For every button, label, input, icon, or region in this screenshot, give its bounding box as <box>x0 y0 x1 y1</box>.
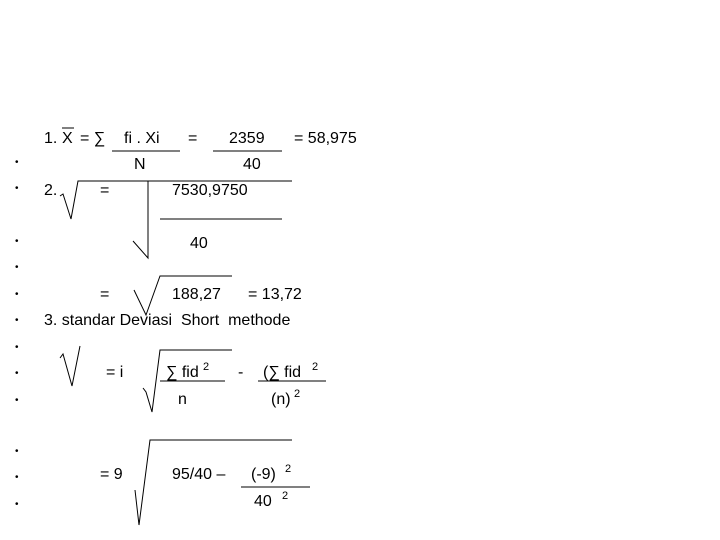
bullet: • <box>15 395 19 406</box>
bullet: • <box>15 342 19 353</box>
exponent: 2 <box>285 463 292 475</box>
fraction-95-40: 95/40 – <box>172 466 226 483</box>
numerator-2359: 2359 <box>229 130 265 147</box>
numerator-fi-xi: fi . Xi <box>124 130 160 147</box>
denominator-n-squared: (n) <box>271 391 291 408</box>
exponent: 2 <box>282 490 289 502</box>
bullet: • <box>15 499 19 510</box>
bullet: • <box>15 262 19 273</box>
mean-result: = 58,975 <box>294 130 357 147</box>
radicand-numerator: 7530,9750 <box>172 182 248 199</box>
section-heading: 3. standar Deviasi Short methode <box>44 312 291 329</box>
radical-sign <box>134 276 232 315</box>
denominator-40: 40 <box>243 156 261 173</box>
minus-sign: - <box>238 364 244 381</box>
equals-9: = 9 <box>100 466 123 483</box>
sum-symbol: = ∑ <box>80 130 106 147</box>
radical-sign <box>133 181 148 258</box>
bullet: • <box>15 183 19 194</box>
bullet: • <box>15 289 19 300</box>
radical-sign <box>135 440 292 525</box>
bullet: • <box>15 368 19 379</box>
bullet: • <box>15 236 19 247</box>
exponent: 2 <box>203 361 210 373</box>
exponent: 2 <box>312 361 319 373</box>
equals-sign: = <box>100 182 110 199</box>
sum-fid-paren: (∑ fid <box>263 364 302 381</box>
equals-sign: = <box>188 130 198 147</box>
bullet: • <box>15 157 19 168</box>
radical-sign <box>60 181 292 219</box>
bullet: • <box>15 315 19 326</box>
neg-nine: (-9) <box>251 466 276 483</box>
radicand-denominator: 40 <box>190 235 208 252</box>
bullet: • <box>15 446 19 457</box>
denominator-n: n <box>178 391 187 408</box>
bullet: • <box>15 472 19 483</box>
item-number-2: 2. <box>44 182 58 199</box>
radical-sign <box>60 346 80 386</box>
equals-sign: = <box>100 286 110 303</box>
radicand-value: 188,27 <box>172 286 221 303</box>
item-number-1: 1. <box>44 130 58 147</box>
exponent: 2 <box>294 388 301 400</box>
equals-i: = i <box>106 364 124 381</box>
std-dev-result: = 13,72 <box>248 286 302 303</box>
x-bar-symbol: X <box>62 130 73 147</box>
sum-fid: ∑ fid <box>166 364 199 381</box>
denominator-40: 40 <box>254 493 272 510</box>
denominator-N: N <box>134 156 146 173</box>
